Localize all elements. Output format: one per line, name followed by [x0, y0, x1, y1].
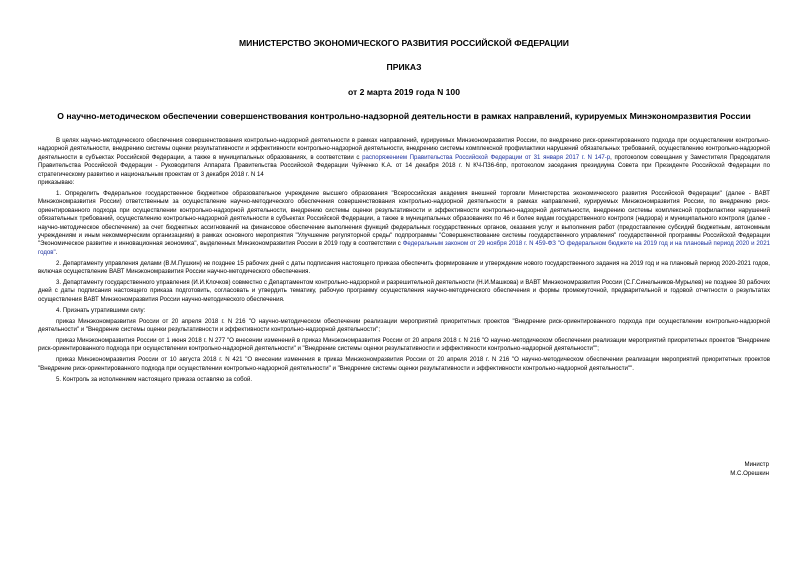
item-1-text-1: 1. Определить Федеральное государственное бюджетное образовательное учреждение высшего образования "Всероссийская академия внешней торговли Министерства экономического развития Российской Федерации" (далее - ВАВТ Минэкономразвития России) ответственным за осуществление научно-методического обеспечения совершенствования контрольно-надзорной деятельности в рамках направлений, курируемых Минэкономразвития России, по внедрению риск-ориентированного подхода при осуществлении контрольно-надзорной деятельности, внедрению системы оценки результативности и эффективности контрольно-надзорной деятельности, внедрению системы комплексной профилактики нарушений обязательных требований, осуществлению контрольно-надзорной деятельности в субъектах Российской Федерации, а также в муниципальных образованиях по 46 и более видам государственного контроля (надзора) и муниципального контроля (далее - научно-методическое обеспечение) за счет бюджетных ассигнований на финансовое обеспечение выполнения функций федеральных государственных органов, оказания услуг и выполнения работ (предоставление субсидий бюджетным, автономным учреждениям и иным некоммерческим организациям) в рамках основного мероприятия "Улучшение регуляторной среды" подпрограммы "Совершенствование системы государственного управления" государственной программы Российской Федерации "Экономическое развитие и инновационная экономика", выделенных Минэкономразвития России в 2019 году в соответствии с — [38, 189, 770, 248]
preamble-paragraph — [38, 137, 770, 179]
signer-name: М.С.Орешкин — [730, 470, 769, 477]
document-body — [38, 137, 770, 384]
document-date-number: от 2 марта 2019 года N 100 — [348, 87, 460, 97]
link-rasporyazhenie[interactable]: распоряжением Правительства Российской Федерации от 31 января 2017 г. N 147-р — [362, 153, 611, 161]
signature-block — [730, 460, 769, 478]
item-4-repealed-b: приказ Минэкономразвития России от 1 июня 2018 г. N 277 "О внесении изменений в приказ Минэкономразвития России от 20 апреля 2018 г. N 216 "О научно-методическом обеспечении реализации мероприятий приоритетных проектов "Внедрение риск-ориентированного подхода при осуществлении контрольно-надзорной деятельности" и "Внедрение системы оценки результативности и эффективности контрольно-надзорной деятельности""; — [38, 336, 770, 353]
signer-position: Министр — [744, 461, 769, 468]
item-1-text-2: . — [55, 248, 58, 256]
item-4-repealed-c: приказ Минэкономразвития России от 10 августа 2018 г. N 421 "О внесении изменения в приказ Минэкономразвития России от 20 апреля 2018 г. N 216 "О научно-методическом обеспечении реализации мероприятий приоритетных проектов "Внедрение риск-ориентированного подхода при осуществлении контрольно-надзорной деятельности" и "Внедрение системы оценки результативности и эффективности контрольно-надзорной деятельности"". — [38, 356, 770, 372]
item-3-paragraph: 3. Департаменту государственного управления (И.И.Клочков) совместно с Департаментом контрольно-надзорной и разрешительной деятельности (Н.И.Машкова) и ВАВТ Минэкономразвития России (С.Г.Синельников-Мурылев) не позднее 30 рабочих дней с даты подписания настоящего приказа подготовить, согласовать и утвердить тематику, рабочую программу осуществления научно-методического обеспечения и формы промежуточной, предварительной и годовой отчетности о результатах осуществления ВАВТ Минэкономразвития России научно-методического обеспечения. — [38, 279, 770, 303]
ministry-heading: МИНИСТЕРСТВО ЭКОНОМИЧЕСКОГО РАЗВИТИЯ РОССИЙСКОЙ ФЕДЕРАЦИИ — [239, 38, 569, 48]
preamble-text-1: В целях научно-методического обеспечения совершенствования контрольно-надзорной деятельности в рамках направлений, курируемых Минэкономразвития России, по внедрению риск-ориентированного подхода при осуществлении контрольно-надзорной деятельности, внедрению системы оценки результативности и эффективности контрольно-надзорной деятельности, внедрению системы комплексной профилактики нарушений обязательных требований, осуществлению контрольно-надзорной деятельности в субъектах Российской Федерации, а также в муниципальных образованиях, в соответствии с — [38, 137, 770, 161]
item-1-paragraph — [38, 190, 770, 257]
document-page — [38, 28, 770, 384]
item-5-paragraph: 5. Контроль за исполнением настоящего приказа оставляю за собой. — [56, 375, 253, 383]
item-4-intro: 4. Признать утратившими силу: — [56, 306, 146, 314]
preamble-text-2: , протоколом совещания у Заместителя Председателя Правительства Российской Федерации - Руководителя Аппарата Правительства Российской Федерации Чуйченко К.А. от 14 декабря 2018 г. N КЧ-П36-6пр, протоколом заседания президиума Совета при Президенте Российской Федерации по стратегическому развитию и национальным проектам от 3 декабря 2018 г. N 14 — [38, 153, 770, 178]
item-2-paragraph: 2. Департаменту управления делами (В.М.Пушкин) не позднее 15 рабочих дней с даты подписания настоящего приказа обеспечить формирование и утверждение нового государственного задания на 2019 год и на плановый период 2020-2021 годов, включая осуществление ВАВТ Минэкономразвития России научно-методического обеспечения. — [38, 259, 770, 276]
item-4-repealed-a: приказ Минэкономразвития России от 20 апреля 2018 г. N 216 "О научно-методическом обеспечении реализации мероприятий приоритетных проектов "Внедрение риск-ориентированного подхода при осуществлении контрольно-надзорной деятельности" и "Внедрение системы оценки результативности и эффективности контрольно-надзорной деятельности"; — [38, 317, 770, 334]
document-type: ПРИКАЗ — [386, 62, 422, 72]
order-word: приказываю: — [38, 179, 75, 187]
link-federal-law[interactable]: Федеральным законом от 29 ноября 2018 г. N 459-ФЗ "О федеральном бюджете на 2019 год и на плановый период 2020 и 2021 годов" — [38, 240, 770, 256]
document-title: О научно-методическом обеспечении совершенствования контрольно-надзорной деятельности в рамках направлений, курируемых Минэкономразвития России — [57, 111, 751, 121]
